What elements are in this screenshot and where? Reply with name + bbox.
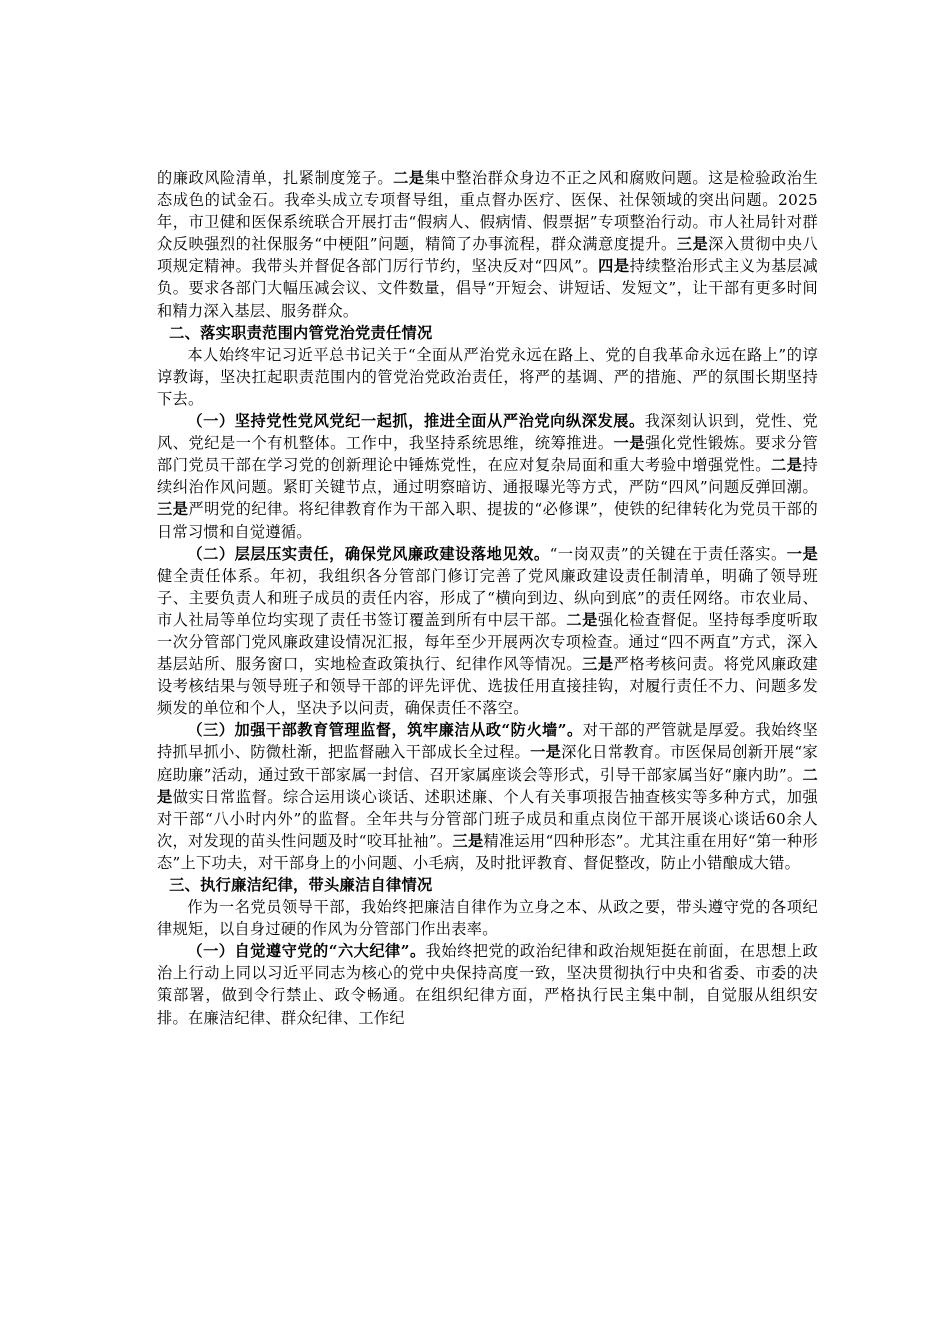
bold-text-segment: 四是 bbox=[598, 257, 630, 276]
bold-text-segment: 三是 bbox=[676, 235, 709, 254]
text-segment: 强化党性锻炼。要求分管部门党员干部在学习党的创新理论中锤炼党性，在应对复杂局面和重大考验中增强党性。 bbox=[157, 434, 819, 475]
text-segment: 健全责任体系。年初，我组织各分管部门修订完善了党风廉政建设责任制清单，明确了领导班子、主要负责人和班子成员的责任内容，形成了“横向到边、纵向到底”的责任网络。市农业局、市人社局等单位均实现了责任书签订覆盖到所有中层干部。 bbox=[157, 566, 818, 629]
text-segment: 精准运用“四种形态”。尤其注重在用好“第一种形态”上下功夫，对干部身上的小问题、小毛病，及时批评教育、督促整改，防止小错酿成大错。 bbox=[157, 831, 818, 872]
text-segment: 严明党的纪律。将纪律教育作为干部入职、提拔的“必修课”，使铁的纪律转化为党员干部的日常习惯和自觉遵循。 bbox=[157, 500, 818, 541]
bold-text-segment: （一）坚持党性党风党纪一起抓，推进全面从严治党向纵深发展。 bbox=[187, 412, 645, 431]
document-page bbox=[157, 167, 818, 1029]
bold-text-segment: 三是 bbox=[452, 831, 484, 850]
section-heading bbox=[157, 874, 818, 896]
bold-text-segment: 三、执行廉洁纪律，带头廉洁自律情况 bbox=[169, 876, 433, 894]
bold-text-segment: 一是 bbox=[613, 434, 646, 453]
text-segment: 作为一名党员领导干部，我始终把廉洁自律作为立身之本、从政之要，带头遵守党的各项纪律规矩，以自身过硬的作风为分管部门作出表率。 bbox=[157, 898, 818, 939]
bold-text-segment: （三）加强干部教育管理监督，筑牢廉洁从政“防火墙”。 bbox=[187, 721, 583, 740]
body-paragraph bbox=[157, 940, 818, 1028]
body-paragraph bbox=[157, 543, 818, 720]
text-segment: 对干部的严管就是厚爱。我始终坚持抓早抓小、防微杜渐，把监督融入干部成长全过程。 bbox=[157, 721, 818, 762]
bold-text-segment: 二是 bbox=[393, 169, 425, 187]
text-segment: 集中整治群众身边不正之风和腐败问题。这是检验政治生态成色的试金石。我牵头成立专项督导组，重点督办医疗、医保、社保领域的突出问题。2025年，市卫健和医保系统联合开展打击“假病人、假病情、假票据”专项整治行动。市人社局针对群众反映强烈的社保服务“中梗阻”问题，精简了办事流程，群众满意度提升。 bbox=[157, 169, 819, 254]
bold-text-segment: 三是 bbox=[582, 655, 614, 674]
bold-text-segment: （一）自觉遵守党的“六大纪律”。 bbox=[187, 942, 426, 961]
text-segment: 的廉政风险清单，扎紧制度笼子。 bbox=[157, 169, 394, 187]
text-segment: 强化检查督促。坚持每季度听取一次分管部门党风廉政建设情况汇报，每年至少开展两次专项检查。通过“四不两直”方式，深入基层站所、服务窗口，实地检查政策执行、纪律作风等情况。 bbox=[157, 610, 818, 674]
bold-text-segment: 三是 bbox=[157, 500, 189, 519]
text-segment: 做实日常监督。综合运用谈心谈话、述职述廉、个人有关事项报告抽查核实等多种方式，加强对干部“八小时内外”的监督。全年共与分管部门班子成员和重点岗位干部开展谈心谈话60余人次，对发现的苗头性问题及时“咬耳扯袖”。 bbox=[157, 787, 818, 850]
text-segment: 持续整治形式主义为基层减负。要求各部门大幅压减会议、文件数量，倡导“开短会、讲短话、发短文”，让干部有更多时间和精力深入基层、服务群众。 bbox=[157, 257, 818, 320]
text-segment: 我深刻认识到，党性、党风、党纪是一个有机整体。工作中，我坚持系统思维，统筹推进。 bbox=[157, 412, 818, 453]
text-segment: 深入贯彻中央八项规定精神。我带头并督促各部门厉行节约，坚决反对“四风”。 bbox=[157, 235, 818, 276]
body-paragraph bbox=[157, 344, 818, 410]
body-paragraph bbox=[157, 167, 818, 322]
text-segment: 本人始终牢记习近平总书记关于“全面从严治党永远在路上、党的自我革命永远在路上”的谆谆教诲，坚决扛起职责范围内的管党治党政治责任，将严的基调、严的措施、严的氛围长期坚持下去。 bbox=[157, 345, 818, 408]
bold-text-segment: 二、落实职责范围内管党治党责任情况 bbox=[169, 323, 433, 342]
bold-text-segment: 二是 bbox=[566, 610, 598, 629]
text-segment: 持续纠治作风问题。紧盯关键节点，通过明察暗访、通报曝光等方式，严防“四风”问题反弹回潮。 bbox=[157, 456, 818, 497]
bold-text-segment: 一是 bbox=[786, 544, 818, 563]
text-segment: 深化日常教育。市医保局创新开展“家庭助廉”活动，通过致干部家属一封信、召开家属座谈会等形式，引导干部家属当好“廉内助”。 bbox=[157, 743, 818, 784]
bold-text-segment: （二）层层压实责任，确保党风廉政建设落地见效。 bbox=[187, 544, 550, 563]
text-segment: 严格考核问责。将党风廉政建设考核结果与领导班子和领导干部的评先评优、选拔任用直接挂钩，对履行责任不力、问题多发频发的单位和个人，坚决予以问责，确保责任不落空。 bbox=[157, 655, 818, 718]
body-paragraph bbox=[157, 896, 818, 940]
text-segment: “一岗双责”的关键在于责任落实。 bbox=[549, 544, 787, 563]
body-paragraph bbox=[157, 410, 818, 543]
bold-text-segment: 二是 bbox=[771, 456, 803, 475]
text-segment: 我始终把党的政治纪律和政治规矩挺在前面，在思想上政治上行动上同以习近平同志为核心的党中央保持高度一致，坚决贯彻执行中央和省委、市委的决策部署，做到令行禁止、政令畅通。在组织纪律方面，严格执行民主集中制，自觉服从组织安排。在廉洁纪律、群众纪律、工作纪 bbox=[157, 942, 818, 1027]
bold-text-segment: 一是 bbox=[530, 743, 562, 762]
bold-text-segment: 二是 bbox=[157, 765, 818, 806]
section-heading bbox=[157, 322, 818, 344]
body-paragraph bbox=[157, 719, 818, 874]
